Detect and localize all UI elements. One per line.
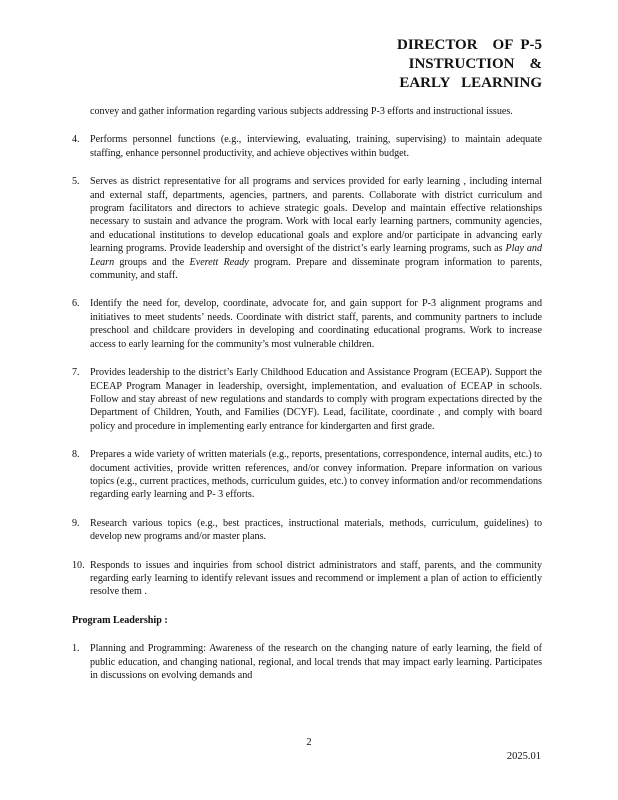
continuation-paragraph: convey and gather information regarding various subjects addressing P-3 efforts and instructional issues.	[90, 106, 513, 117]
program-name-play-and-learn: Play and Learn	[90, 243, 542, 268]
item-text: Responds to issues and inquiries from school district administrators and staff, parents, and the community regarding early learning to identify relevant issues and recommend or implement a plan of action to efficiently resolve them .	[90, 559, 542, 598]
item-text: Identify the need for, develop, coordinate, advocate for, and gain support for P-3 alignment programs and initiatives to meet students’ needs. Coordinate with district staff, parents, and community partners to include preschool and childcare providers in developing and coordinating educational programs. Work to increase access to early learning for the community’s most vulnerable children.	[90, 298, 542, 350]
list-item	[72, 642, 542, 682]
document-title: DIRECTOR OF P-5 INSTRUCTION & EARLY LEARNING	[396, 37, 542, 91]
document-body	[72, 105, 542, 697]
item-number: 8.	[72, 449, 80, 461]
list-item	[72, 175, 542, 282]
list-item	[72, 517, 542, 544]
item-number: 9.	[72, 517, 80, 529]
page-number: 2	[306, 737, 312, 748]
item-number: 6.	[72, 298, 80, 310]
item-number: 7.	[72, 367, 80, 379]
item-text: Research various topics (e.g., best practices, instructional materials, methods, curriculum, guidelines) to develop new programs and/or master plans.	[90, 517, 542, 543]
list-item	[72, 133, 542, 160]
list-item	[72, 448, 542, 502]
item-text-part: Serves as district representative for all programs and services provided for early learning , including internal and external staff, departments, agencies, partners, and parents. Collaborate with district curriculum and program facilitators and directors to achieve strategic goals. Develop and maintain effective relationships necessary to sustain and advance the program. Work with local early learning partners, community agencies, and educational institutions to develop educational goals and explore and/or participate in advancing early learning programs. Provide leadership and oversight of the district’s early learning programs, such as	[90, 176, 542, 255]
item-text: Prepares a wide variety of written materials (e.g., reports, presentations, correspondence, internal audits, etc.) to document activities, provide written references, and/or convey information. Prepare information on various topics (e.g., current practices, methods, curriculum guides, etc.) to convey information and/or recommendations regarding early learning and P- 3 efforts.	[90, 449, 542, 501]
section-heading: Program Leadership :	[72, 614, 168, 626]
item-text: Performs personnel functions (e.g., interviewing, evaluating, training, supervising) to maintain adequate staffing, enhance personnel productivity, and achieve objectives within budget.	[90, 134, 542, 159]
item-text: Provides leadership to the district’s Early Childhood Education and Assistance Program (ECEAP). Support the ECEAP Program Manager in leadership, oversight, implementation, and evaluation of ECEAP in schools. Follow and stay abreast of new regulations and standards to comply with program expectations directed by the Department of Children, Youth, and Families (DCYF). Lead, facilitate, coordinate , and comply with board policy and procedure in implementing early entrance for kindergarten and first grade.	[90, 367, 542, 432]
item-text	[90, 176, 542, 281]
item-number: 5.	[72, 176, 80, 188]
item-number: 1.	[72, 643, 80, 655]
item-text: Planning and Programming: Awareness of the research on the changing nature of early learning, the field of public education, and changing national, regional, and local trends that may impact early learning. Participates in discussions on evolving demands and	[90, 643, 542, 681]
list-item	[72, 559, 542, 599]
document-version: 2025.01	[506, 751, 541, 762]
list-item	[72, 366, 542, 433]
item-text-part: groups and the	[114, 256, 190, 268]
program-name-everett-ready: Everett Ready	[189, 256, 249, 268]
item-text-part: program. Prepare and disseminate program information to parents, community, and staff.	[90, 256, 542, 282]
list-item	[72, 297, 542, 351]
item-number: 10.	[72, 559, 85, 571]
item-number: 4.	[72, 134, 80, 146]
